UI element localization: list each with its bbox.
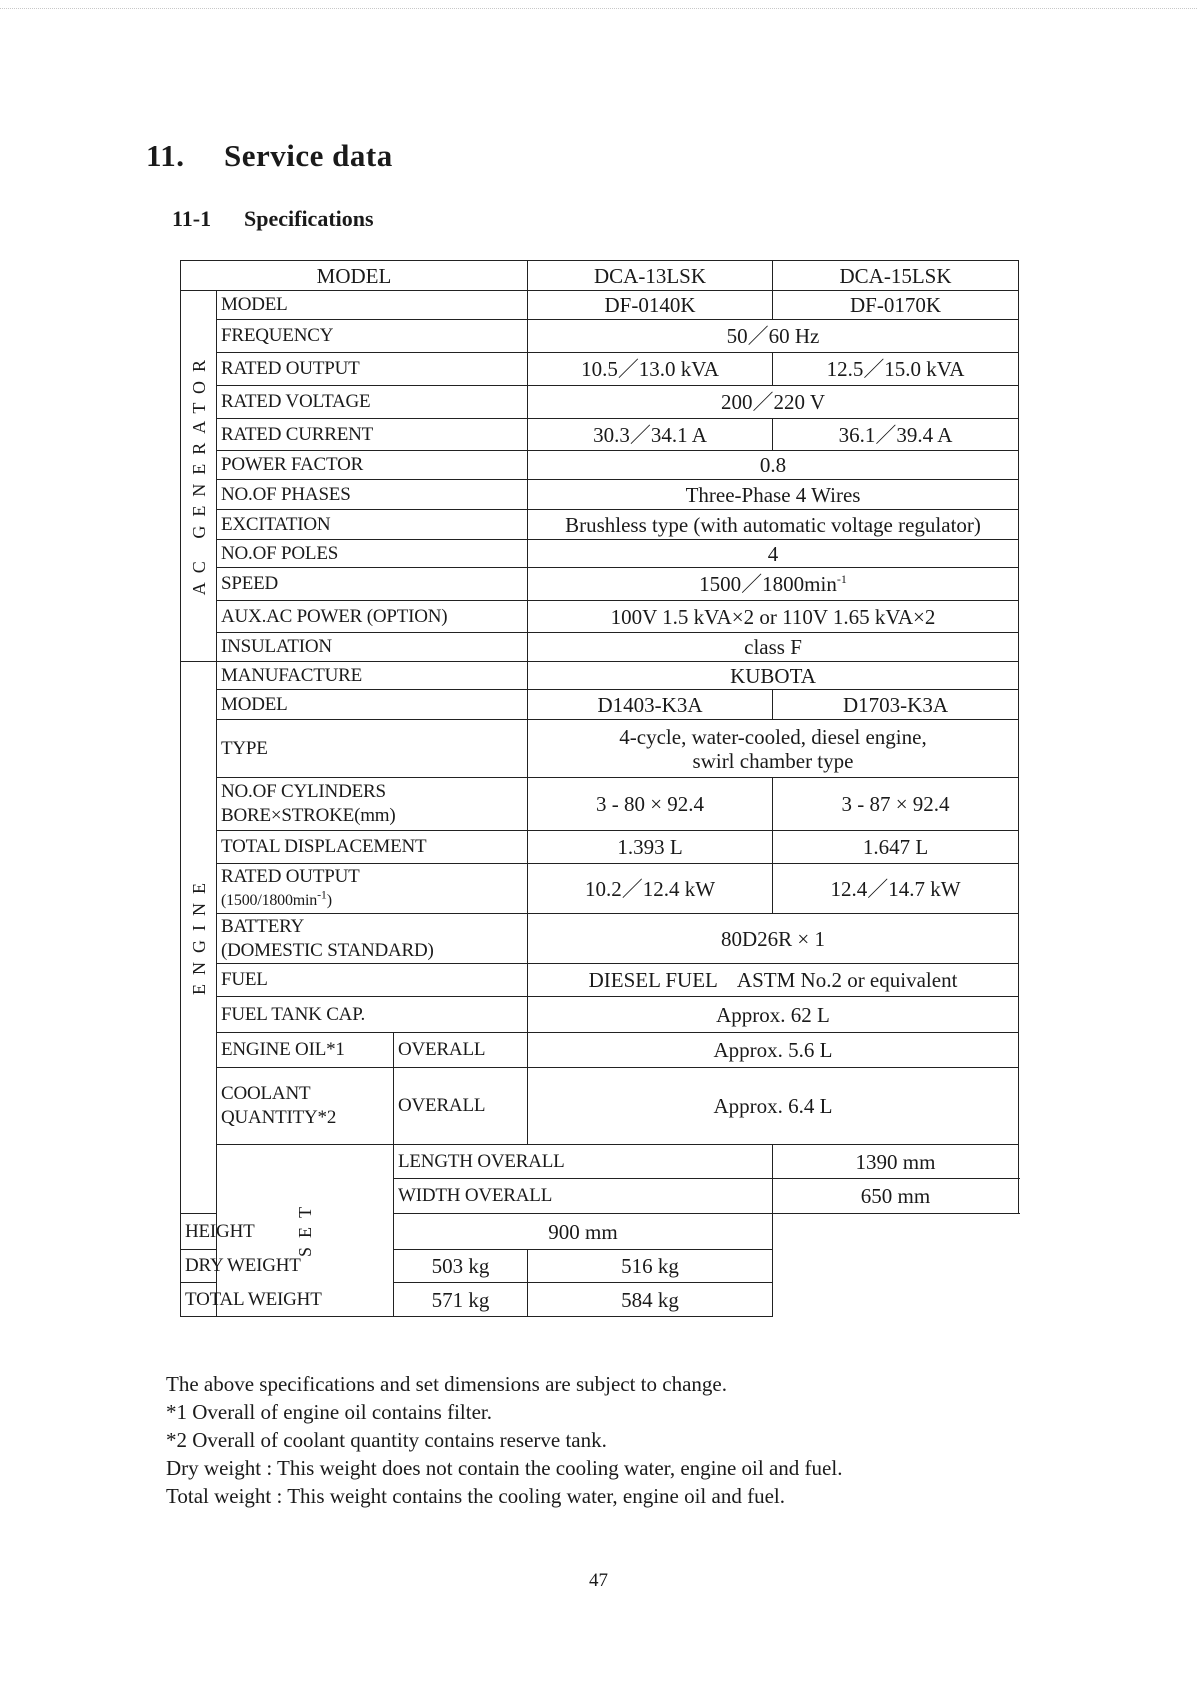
table-row: TOTAL DISPLACEMENT 1.393 L 1.647 L [181,831,1019,864]
table-row: NO.OF CYLINDERS BORE×STROKE(mm) 3 - 80 × 92.4 3 - 87 × 92.4 [181,778,1019,831]
table-row: FREQUENCY 50／60 Hz [181,320,1019,353]
table-row: RATED CURRENT 30.3／34.1 A 36.1／39.4 A [181,419,1019,451]
model-1: DCA-13LSK [528,261,773,291]
table-row: AC GENERATOR MODEL DF-0140K DF-0170K [181,291,1019,320]
subsection-title: Specifications [244,206,374,231]
table-header-row [181,261,1019,291]
table-row: POWER FACTOR 0.8 [181,451,1019,480]
note-line: Dry weight : This weight does not contain the cooling water, engine oil and fuel. [166,1456,843,1480]
table-row: SET LENGTH OVERALL 1390 mm [181,1145,1019,1179]
table-row: SPEED $1500/1800\min^{-1}$ [181,568,1019,601]
model-2: DCA-15LSK [773,261,1019,291]
note-line: Total weight : This weight contains the cooling water, engine oil and fuel. [166,1484,785,1508]
table-row: HEIGHT 900 mm [181,1214,1019,1250]
table-row: RATED OUTPUT 10.5／13.0 kVA 12.5／15.0 kVA [181,353,1019,386]
page-number: 47 [589,1570,608,1591]
table-row: RATED VOLTAGE 200／220 V [181,386,1019,419]
scan-artifact-line [0,8,1197,9]
table-row: FUEL TANK CAP. Approx. 62 L [181,997,1019,1033]
section-heading [146,138,393,174]
table-row: AUX.AC POWER (OPTION) 100V 1.5 kVA×2 or 110V 1.65 kVA×2 [181,601,1019,633]
note-line: *1 Overall of engine oil contains filter. [166,1400,492,1424]
subsection-heading [172,206,374,232]
group-engine: ENGINE [181,662,217,1214]
section-title: Service data [224,138,393,173]
footnotes [166,1370,842,1510]
specifications-table [180,260,1019,1317]
section-number: 11. [146,138,185,173]
note-line: The above specifications and set dimensions are subject to change. [166,1372,727,1396]
table-row: BATTERY (DOMESTIC STANDARD) 80D26R × 1 [181,914,1019,964]
table-row: INSULATION class F [181,633,1019,662]
table-row: TYPE 4-cycle, water-cooled, diesel engine, swirl chamber type [181,720,1019,778]
table-row: NO.OF POLES 4 [181,540,1019,568]
table-row: DRY WEIGHT 503 kg 516 kg [181,1250,1019,1283]
subsection-number: 11-1 [172,206,212,231]
table-row: ENGINE OIL*1 OVERALL Approx. 5.6 L [181,1033,1019,1068]
group-set: SET [217,1145,394,1317]
table-row: TOTAL WEIGHT 571 kg 584 kg [181,1283,1019,1317]
model-header: MODEL [181,261,528,291]
group-ac-generator: AC GENERATOR [181,291,217,662]
table-row: WIDTH OVERALL 650 mm [181,1179,1019,1214]
table-row: EXCITATION Brushless type (with automatic voltage regulator) [181,510,1019,540]
table-row: ENGINE MANUFACTURE KUBOTA [181,662,1019,690]
note-line: *2 Overall of coolant quantity contains reserve tank. [166,1428,607,1452]
table-row: NO.OF PHASES Three-Phase 4 Wires [181,480,1019,510]
table-row: MODEL D1403-K3A D1703-K3A [181,690,1019,720]
table-row: RATED OUTPUT $(1500/1800\min^{-1})$ 10.2／12.4 kW 12.4／14.7 kW [181,864,1019,914]
table-row: FUEL DIESEL FUEL ASTM No.2 or equivalent [181,964,1019,997]
table-row: COOLANT QUANTITY*2 OVERALL Approx. 6.4 L [181,1068,1019,1145]
